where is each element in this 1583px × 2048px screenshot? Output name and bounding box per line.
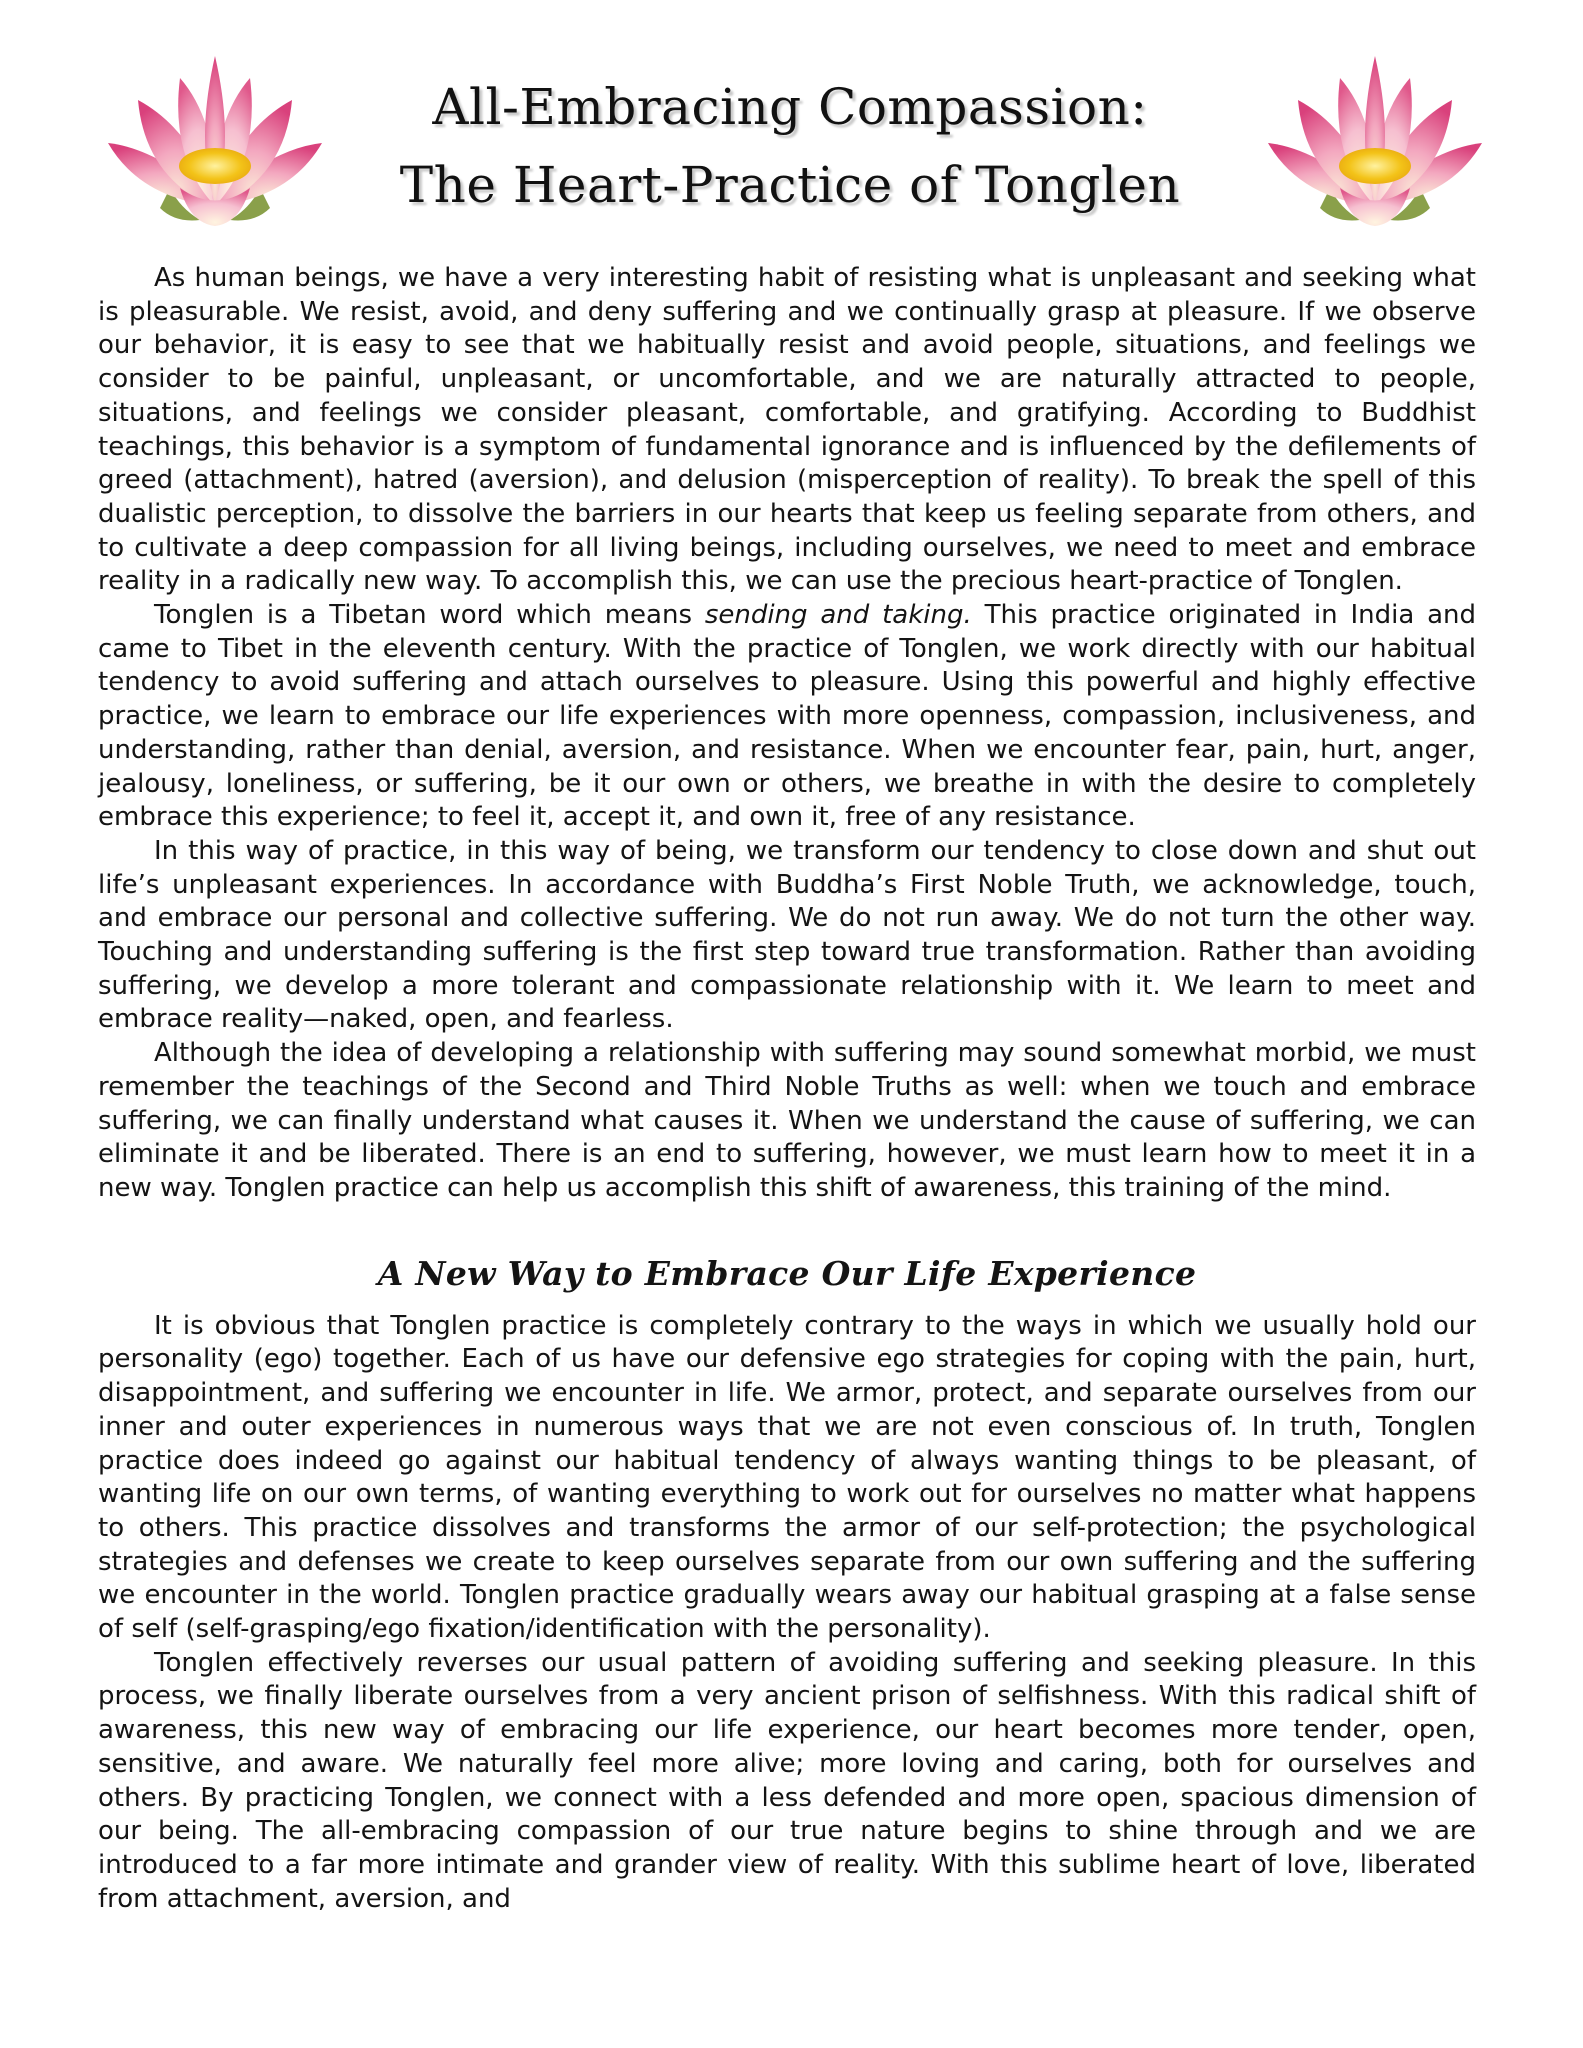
- paragraph-2-start: Tonglen is a Tibetan word which means: [154, 600, 705, 631]
- article-body: [98, 262, 1476, 1916]
- title-line-1: All-Embracing Compassion:: [432, 78, 1148, 136]
- section-heading: A New Way to Embrace Our Life Experience: [377, 1253, 1197, 1293]
- document-title: [360, 68, 1220, 224]
- paragraph-5: It is obvious that Tonglen practice is completely contrary to the ways in which we usually hold our personality (ego) together. Each of us have our defensive ego strategies for coping with the pain, hurt, disappointment, and suffering we encounter in life. We armor, protect, and separate ourselves from our inner and outer experiences in numerous ways that we are not even conscious of. In truth, Tonglen practice does indeed go against our habitual tendency of always wanting things to be pleasant, of wanting life on our own terms, of wanting everything to work out for ourselves no matter what happens to others. This practice dissolves and transforms the armor of our self-protection; the psychological strategies and defenses we create to keep ourselves separate from our own suffering and the suffering we encounter in the world. Tonglen practice gradually wears away our habitual grasping at a false sense of self (self-grasping/ego fixation/identification with the personality).: [98, 1310, 1476, 1645]
- lotus-flower-icon: [1260, 48, 1490, 228]
- paragraph-4: Although the idea of developing a relationship with suffering may sound somewhat morbid, we must remember the teachings of the Second and Third Noble Truths as well: when we touch and embrace suffering, we can finally understand what causes it. When we understand the cause of suffering, we can eliminate it and be liberated. There is an end to suffering, however, we must learn how to meet it in a new way. Tonglen practice can help us accomplish this shift of awareness, this training of the mind.: [98, 1038, 1476, 1203]
- paragraph-6: Tonglen effectively reverses our usual pattern of avoiding suffering and seeking pleasure. In this process, we finally liberate ourselves from a very ancient prison of selfishness. With this radical shift of awareness, this new way of embracing our life experience, our heart becomes more tender, open, sensitive, and aware. We naturally feel more alive; more loving and caring, both for ourselves and others. By practicing Tonglen, we connect with a less defended and more open, spacious dimension of our being. The all-embracing compassion of our true nature begins to shine through and we are introduced to a far more intimate and grander view of reality. With this sublime heart of love, liberated from attachment, aversion, and: [98, 1647, 1476, 1914]
- page-header: [0, 40, 1583, 230]
- lotus-flower-icon: [100, 48, 330, 228]
- paragraph-2-end: This practice originated in India and came to Tibet in the eleventh century. With the practice of Tonglen, we work directly with our habitual tendency to avoid suffering and attach ourselves to pleasure. Using this powerful and highly effective practice, we learn to embrace our life experiences with more openness, compassion, inclusiveness, and understanding, rather than denial, aversion, and resistance. When we encounter fear, pain, hurt, anger, jealousy, loneliness, or suffering, be it our own or others, we breathe in with the desire to completely embrace this experience; to feel it, accept it, and own it, free of any resistance.: [98, 600, 1476, 833]
- title-line-2: The Heart-Practice of Tonglen: [399, 156, 1181, 214]
- paragraph-2: [98, 599, 1476, 835]
- paragraph-3: In this way of practice, in this way of being, we transform our tendency to close down and shut out life’s unpleasant experiences. In accordance with Buddha’s First Noble Truth, we acknowledge, touch, and embrace our personal and collective suffering. We do not run away. We do not turn the other way. Touching and understanding suffering is the first step toward true transformation. Rather than avoiding suffering, we develop a more tolerant and compassionate relationship with it. We learn to meet and embrace reality—naked, open, and fearless.: [98, 835, 1476, 1035]
- paragraph-1: As human beings, we have a very interesting habit of resisting what is unpleasant and seeking what is pleasurable. We resist, avoid, and deny suffering and we continually grasp at pleasure. If we observe our behavior, it is easy to see that we habitually resist and avoid people, situations, and feelings we consider to be painful, unpleasant, or uncomfortable, and we are naturally attracted to people, situations, and feelings we consider pleasant, comfortable, and gratifying. According to Buddhist teachings, this behavior is a symptom of fundamental ignorance and is influenced by the defilements of greed (attachment), hatred (aversion), and delusion (misperception of reality). To break the spell of this dualistic perception, to dissolve the barriers in our hearts that keep us feeling separate from others, and to cultivate a deep compassion for all living beings, including ourselves, we need to meet and embrace reality in a radically new way. To accomplish this, we can use the precious heart-practice of Tonglen.: [98, 263, 1476, 597]
- paragraph-2-emphasis: sending and taking.: [704, 600, 972, 631]
